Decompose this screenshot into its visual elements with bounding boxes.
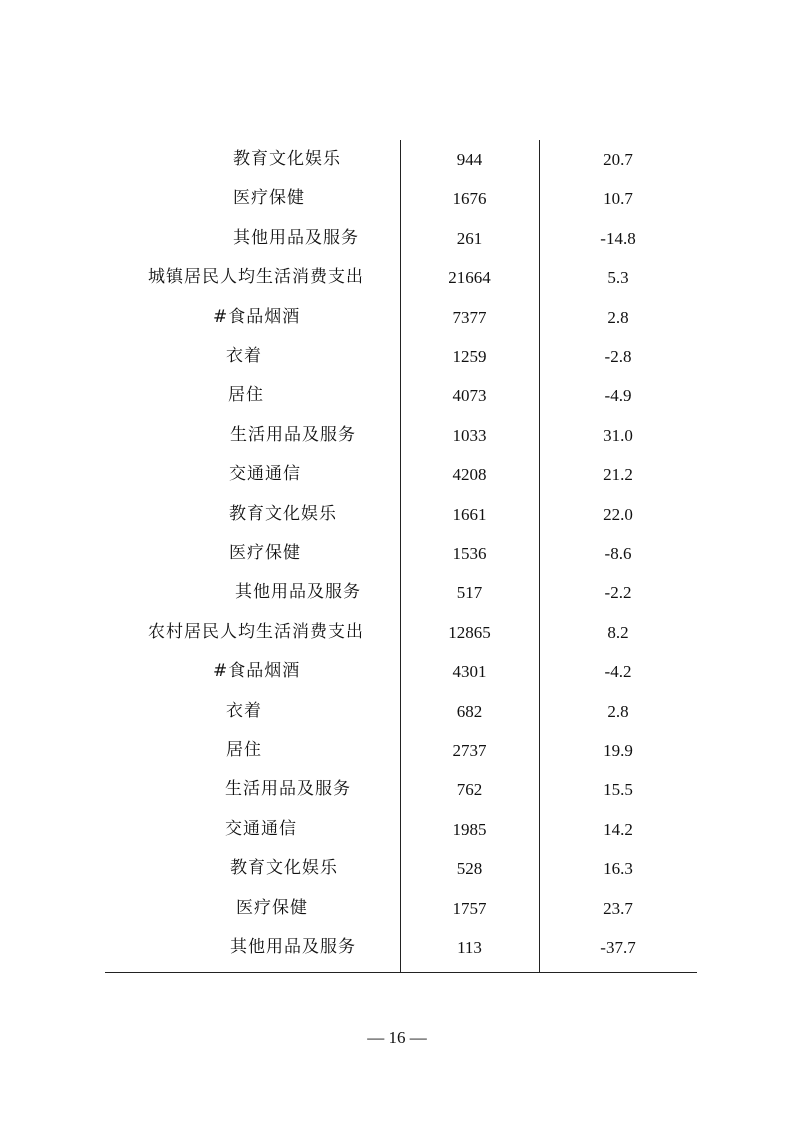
row-value: 21664 — [448, 268, 491, 288]
row-growth: -37.7 — [600, 938, 636, 957]
row-label: 城镇居民人均生活消费支出 — [148, 267, 364, 288]
row-value: 1757 — [452, 898, 487, 918]
row-label: 其他用品及服务 — [235, 582, 361, 603]
row-label: 医疗保健 — [233, 188, 305, 209]
row-value: 682 — [456, 701, 483, 721]
row-growth: 15.5 — [603, 780, 633, 800]
row-label: 居住 — [228, 385, 264, 406]
row-growth: 31.0 — [603, 425, 633, 445]
table-row — [105, 258, 697, 297]
table-row — [105, 140, 697, 179]
row-growth: 5.3 — [607, 268, 629, 288]
page-number: — 16 — — [367, 1028, 427, 1047]
row-value: 113 — [457, 938, 482, 957]
row-value: 261 — [456, 228, 483, 248]
row-value: 4073 — [452, 386, 487, 406]
table-row — [105, 219, 697, 258]
row-value: 1661 — [452, 504, 487, 524]
row-growth: 16.3 — [603, 859, 633, 879]
row-value: 944 — [456, 150, 483, 169]
row-label: #食品烟酒 — [213, 306, 301, 327]
table-row — [105, 810, 697, 849]
table-row — [105, 376, 697, 415]
table-row — [105, 731, 697, 770]
row-label: 交通通信 — [225, 818, 297, 839]
row-label: 医疗保健 — [236, 897, 308, 918]
row-value: 7377 — [452, 307, 487, 327]
table-row — [105, 889, 697, 928]
table-row — [105, 298, 697, 337]
row-value: 4301 — [452, 662, 487, 682]
row-label: 医疗保健 — [229, 543, 301, 563]
row-growth: 20.7 — [603, 150, 633, 169]
table-row — [105, 928, 697, 967]
row-value: 1259 — [452, 347, 487, 366]
row-label: 交通通信 — [229, 464, 301, 485]
row-label: #食品烟酒 — [213, 661, 301, 682]
row-value: 528 — [456, 859, 483, 879]
row-label: 衣着 — [226, 346, 262, 366]
row-growth: 23.7 — [603, 898, 633, 918]
row-label: 教育文化娱乐 — [230, 858, 338, 879]
table-row — [105, 849, 697, 888]
row-label: 农村居民人均生活消费支出 — [148, 621, 364, 642]
row-growth: -8.6 — [604, 544, 632, 563]
consumption-table — [105, 140, 697, 973]
row-value: 12865 — [448, 622, 491, 642]
row-growth: -2.8 — [604, 347, 632, 366]
table-row — [105, 770, 697, 809]
row-growth: 2.8 — [607, 307, 629, 327]
row-label: 生活用品及服务 — [225, 779, 351, 800]
table-row — [105, 179, 697, 218]
row-label: 其他用品及服务 — [230, 937, 356, 957]
row-value: 762 — [456, 780, 483, 800]
row-label: 其他用品及服务 — [233, 227, 359, 248]
row-growth: 21.2 — [603, 465, 633, 485]
row-value: 4208 — [452, 465, 487, 485]
row-value: 517 — [456, 583, 483, 603]
table-row — [105, 534, 697, 573]
row-growth: -4.9 — [604, 386, 632, 406]
row-growth: 19.9 — [603, 741, 633, 760]
row-value: 1033 — [452, 425, 487, 445]
row-growth: 2.8 — [607, 701, 629, 721]
row-growth: -4.2 — [604, 662, 632, 682]
row-growth: 8.2 — [607, 622, 629, 642]
row-label: 教育文化娱乐 — [233, 149, 341, 169]
row-growth: 10.7 — [603, 189, 633, 209]
row-value: 2737 — [452, 741, 487, 760]
row-value: 1676 — [452, 189, 487, 209]
row-growth: 14.2 — [603, 819, 633, 839]
table-row — [105, 416, 697, 455]
table-row — [105, 337, 697, 376]
table-row — [105, 652, 697, 691]
table-row — [105, 613, 697, 652]
table-row — [105, 692, 697, 731]
row-label: 教育文化娱乐 — [229, 503, 337, 524]
table-row — [105, 573, 697, 612]
row-growth: 22.0 — [603, 504, 633, 524]
row-value: 1536 — [452, 544, 487, 563]
table-row — [105, 495, 697, 534]
row-growth: -14.8 — [600, 228, 636, 248]
row-value: 1985 — [452, 819, 487, 839]
row-label: 衣着 — [226, 700, 262, 721]
row-label: 生活用品及服务 — [230, 424, 356, 445]
table-row — [105, 455, 697, 494]
row-label: 居住 — [226, 740, 262, 760]
row-growth: -2.2 — [604, 583, 632, 603]
